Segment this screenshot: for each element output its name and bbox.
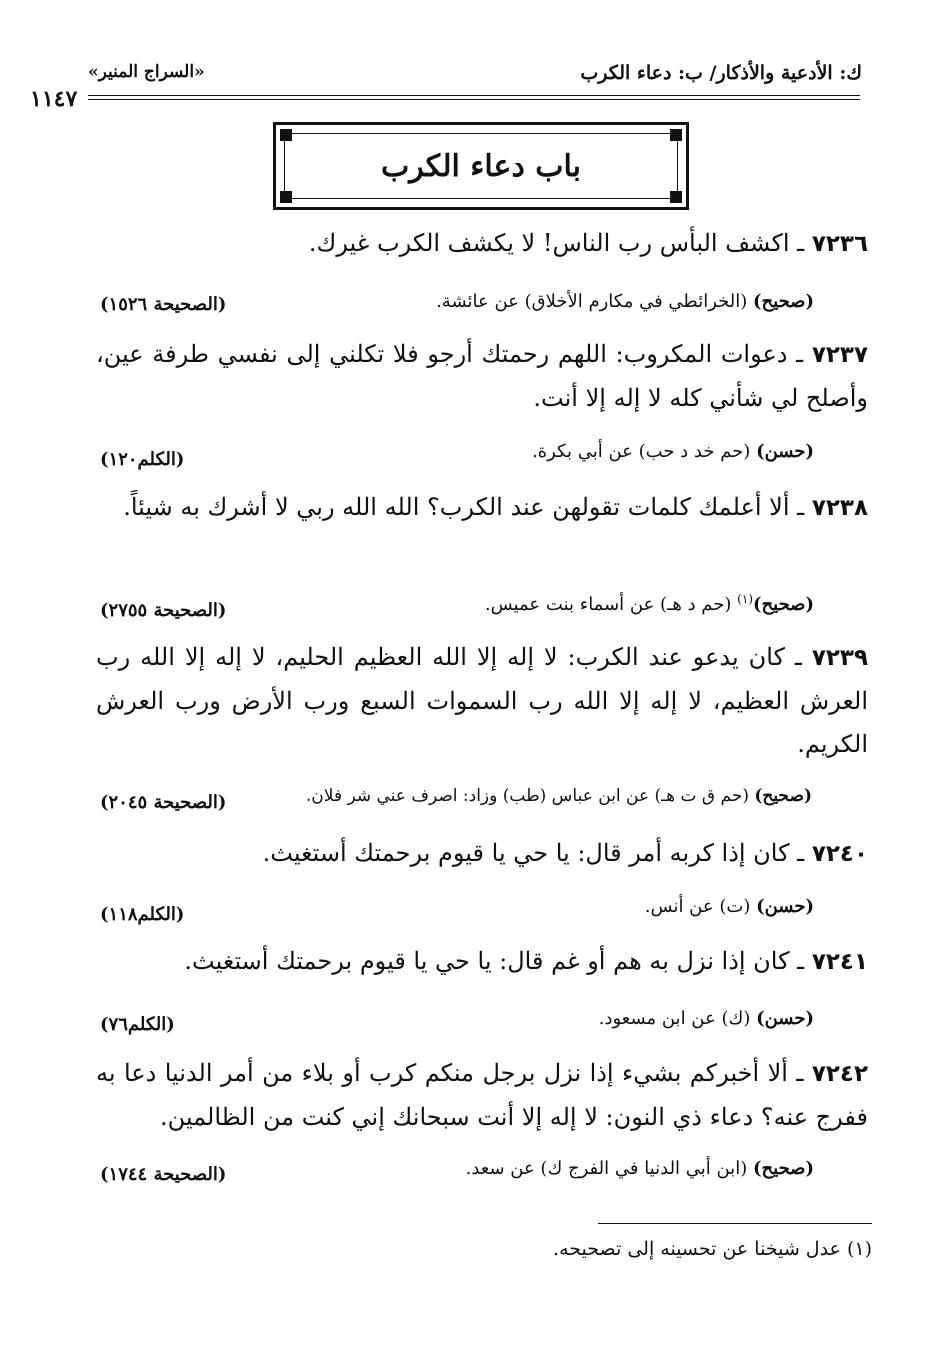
hadith-number: ٧٢٣٨ — [811, 495, 868, 521]
hadith-number: ٧٢٣٦ — [811, 231, 868, 257]
hadith-source — [306, 786, 812, 806]
hadith-grade: (صحيح) — [753, 1158, 814, 1179]
hadith-number: ٧٢٤٢ — [811, 1061, 868, 1087]
book-title: «السراج المنير» — [88, 62, 205, 82]
hadith-text: اكشف البأس رب الناس! لا يكشف الكرب غيرك. — [308, 229, 790, 257]
hadith-reference: (الصحيحة ٢٧٥٥) — [100, 600, 227, 621]
header-rule-double — [88, 99, 860, 100]
hadith-reference: (الصحيحة ١٥٢٦) — [100, 294, 227, 315]
hadith-number: ٧٢٣٧ — [811, 342, 869, 368]
hadith-reference: (الصحيحة ٢٠٤٥) — [100, 792, 227, 813]
hadith-source — [466, 1158, 814, 1179]
hadith-source-text: (الخرائطي في مكارم الأخلاق) عن عائشة. — [436, 291, 748, 312]
hadith-source-text: (ابن أبي الدنيا في الفرج ك) عن سعد. — [465, 1158, 748, 1179]
hadith-text: كان إذا نزل به هم أو غم قال: يا حي يا قيوم برحمتك أستغيث. — [184, 947, 790, 975]
hadith-text: ألا أعلمك كلمات تقولهن عند الكرب؟ الله الله ربي لا أشرك به شيئاً. — [123, 493, 790, 521]
hadith-source-text: (حم ق ت هـ) عن ابن عباس (طب) وزاد: اصرف عني شر فلان. — [305, 786, 749, 806]
header-rule — [88, 95, 860, 96]
hadith-grade: (صحيح) — [753, 291, 814, 312]
hadith-grade: (حسن) — [756, 1008, 814, 1029]
hadith-reference: (الصحيحة ١٧٤٤) — [100, 1164, 227, 1185]
hadith-grade: (حسن) — [756, 896, 814, 917]
hadith-source-text: (ت) عن أنس. — [644, 896, 751, 917]
hadith-source-text: (حم خد د حب) عن أبي بكرة. — [531, 441, 751, 462]
hadith-text: كان إذا كربه أمر قال: يا حي يا قيوم برحمتك أستغيث. — [262, 839, 790, 867]
hadith-reference: (الكلم٧٦) — [100, 1014, 175, 1035]
footnote-marker: (١) — [737, 592, 753, 606]
hadith-source — [599, 1008, 814, 1029]
hadith-entry: ٧٢٤١ ـ كان إذا نزل به هم أو غم قال: يا حي يا قيوم برحمتك أستغيث. — [184, 947, 868, 975]
footnote: (١) عدل شيخنا عن تحسينه إلى تصحيحه. — [553, 1238, 872, 1260]
hadith-number: ٧٢٣٩ — [811, 645, 868, 671]
hadith-text: دعوات المكروب: اللهم رحمتك أرجو فلا تكلني إلى نفسي طرفة عين، وأصلح لي شأني كله لا إله إلا أنت. — [96, 340, 868, 412]
footnote-rule — [598, 1223, 872, 1224]
section-title-inner — [284, 133, 678, 199]
hadith-entry: ٧٢٣٩ ـ كان يدعو عند الكرب: لا إله إلا الله العظيم الحليم، لا إله إلا الله رب العرش العظيم، لا إله إلا الله رب السموات السبع ورب الأرض ورب العرش الكريم. — [96, 643, 868, 758]
hadith-grade: (صحيح) — [754, 786, 812, 806]
hadith-source-text: (ك) عن ابن مسعود. — [598, 1008, 751, 1029]
hadith-text: كان يدعو عند الكرب: لا إله إلا الله العظيم الحليم، لا إله إلا الله رب العرش العظيم، لا إله إلا الله رب السموات السبع ورب الأرض ورب العرش الكريم. — [96, 643, 868, 758]
hadith-source-text: (حم د هـ) عن أسماء بنت عميس. — [484, 594, 732, 615]
section-title-frame — [273, 122, 689, 210]
hadith-source — [485, 592, 814, 615]
hadith-entry: ٧٢٣٧ ـ دعوات المكروب: اللهم رحمتك أرجو فلا تكلني إلى نفسي طرفة عين، وأصلح لي شأني كله لا إله إلا أنت. — [96, 340, 869, 412]
hadith-reference: (الكلم١١٨) — [100, 904, 185, 925]
chapter-heading: ك: الأدعية والأذكار/ ب: دعاء الكرب — [580, 62, 862, 84]
hadith-source — [436, 291, 814, 312]
page-number: ١١٤٧ — [30, 86, 78, 112]
hadith-entry: ٧٢٤٢ ـ ألا أخبركم بشيء إذا نزل برجل منكم كرب أو بلاء من أمر الدنيا دعا به ففرج عنه؟ دعاء ذي النون: لا إله إلا أنت سبحانك إني كنت من الظالمين. — [96, 1059, 868, 1131]
section-title: باب دعاء الكرب — [381, 148, 581, 184]
hadith-grade: (صحيح) — [753, 594, 814, 615]
hadith-text: ألا أخبركم بشيء إذا نزل برجل منكم كرب أو بلاء من أمر الدنيا دعا به ففرج عنه؟ دعاء ذي النون: لا إله إلا أنت سبحانك إني كنت من الظالمين. — [96, 1059, 868, 1131]
hadith-entry: ٧٢٤٠ ـ كان إذا كربه أمر قال: يا حي يا قيوم برحمتك أستغيث. — [262, 839, 868, 867]
hadith-source — [532, 441, 814, 462]
hadith-number: ٧٢٤٠ — [811, 841, 868, 867]
hadith-source — [645, 896, 814, 917]
hadith-entry: ٧٢٣٦ ـ اكشف البأس رب الناس! لا يكشف الكرب غيرك. — [308, 229, 868, 257]
hadith-number: ٧٢٤١ — [811, 949, 868, 975]
hadith-grade: (حسن) — [756, 441, 814, 462]
hadith-entry: ٧٢٣٨ ـ ألا أعلمك كلمات تقولهن عند الكرب؟ الله الله ربي لا أشرك به شيئاً. — [123, 493, 868, 521]
hadith-reference: (الكلم١٢٠) — [100, 449, 185, 470]
